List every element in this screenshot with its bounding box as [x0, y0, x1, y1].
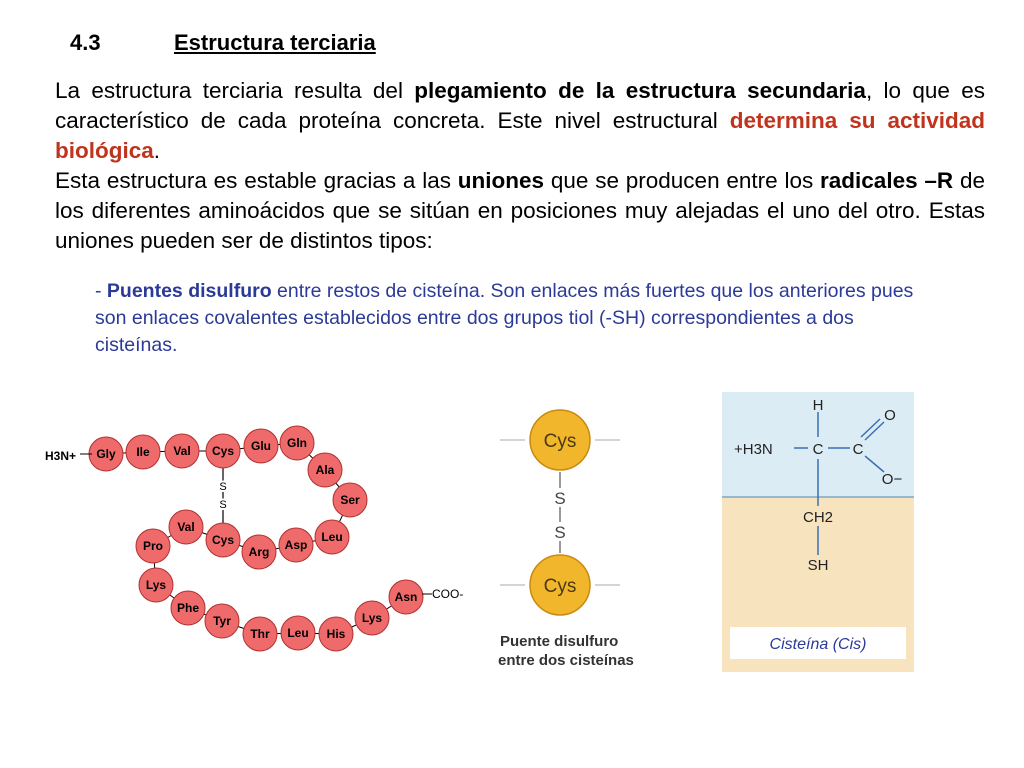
cysteine-c-carboxyl: C — [852, 441, 864, 458]
p2-bold-1: uniones — [457, 168, 545, 193]
bridge-caption-2: entre dos cisteínas — [498, 652, 634, 669]
residue-label: Phe — [176, 601, 200, 615]
bridge-s-2: S — [554, 523, 566, 542]
residue-label: Tyr — [213, 614, 231, 628]
body-text — [55, 76, 985, 256]
cysteine-c-alpha: C — [812, 441, 824, 458]
residue-label: Ala — [315, 463, 335, 477]
residue-label: Leu — [321, 530, 343, 544]
p2-text-1: Esta estructura es estable gracias a las — [55, 168, 458, 193]
residue-label: Lys — [145, 578, 167, 592]
n-terminal-label: H3N+ — [45, 449, 77, 463]
p2-text-2: que se producen entre los — [544, 168, 821, 193]
residue-label: His — [326, 627, 346, 641]
polypeptide-chain-figure — [40, 420, 480, 665]
paragraph-1 — [55, 76, 985, 166]
bridge-s-1: S — [554, 489, 566, 508]
residue-label: Val — [177, 520, 195, 534]
disulfide-s-1: S — [219, 481, 227, 493]
section-title: Estructura terciaria — [174, 30, 376, 55]
residue-label: Glu — [251, 439, 271, 453]
cysteine-amine: +H3N — [734, 441, 773, 458]
residue-label: Thr — [250, 627, 270, 641]
p1-text-2: , lo que es característico de cada proteína concreta. Este nivel estructural — [55, 78, 985, 133]
chain-residues — [89, 426, 423, 651]
residue-label: Val — [173, 444, 191, 458]
residue-label: Lys — [361, 611, 383, 625]
residue-label: Leu — [287, 626, 309, 640]
residue-label: Ser — [340, 493, 360, 507]
bullet-bold: Puentes disulfuro — [106, 280, 272, 302]
residue-label: Cys — [211, 444, 235, 458]
p2-bold-2: radicales –R — [820, 168, 954, 193]
bridge-caption-1: Puente disulfuro — [500, 633, 619, 650]
disulfide-bridge-figure — [495, 400, 695, 675]
residue-label: Gly — [96, 447, 116, 461]
residue-label: Ile — [136, 445, 150, 459]
cysteine-structure-figure — [722, 392, 914, 672]
p1-text-1: La estructura terciaria resulta del — [55, 78, 415, 103]
section-number: 4.3 — [70, 30, 101, 55]
cys-label-top: Cys — [543, 431, 577, 452]
bullet-dash: - — [95, 280, 107, 302]
disulfide-s-2: S — [219, 499, 227, 511]
cysteine-sh: SH — [807, 557, 829, 574]
cysteine-o-top: O — [884, 407, 896, 424]
residue-label: Asp — [284, 538, 308, 552]
paragraph-2 — [55, 166, 985, 256]
residue-label: Cys — [211, 533, 235, 547]
cys-label-bottom: Cys — [543, 576, 577, 597]
cysteine-ch2: CH2 — [802, 509, 834, 526]
residue-label: Pro — [142, 539, 164, 553]
p1-text-3: . — [153, 138, 161, 163]
p1-highlight: determina su actividad biológica — [55, 108, 985, 163]
cysteine-o-bottom: O− — [881, 471, 903, 488]
bullet-disulfide — [95, 278, 915, 359]
p1-bold-1: plegamiento de la estructura secundaria — [414, 78, 866, 103]
bullet-text: entre restos de cisteína. Son enlaces más fuertes que los anteriores pues son enlaces covalentes establecidos entre dos grupos tiol (-SH) correspondientes a dos cisteínas. — [95, 280, 914, 356]
cysteine-caption: Cisteína (Cis) — [769, 636, 867, 653]
residue-label: Gln — [287, 436, 307, 450]
residue-label: Arg — [248, 545, 270, 559]
cysteine-h: H — [812, 397, 824, 414]
c-terminal-label: COO- — [432, 587, 464, 601]
p2-text-3: de los diferentes aminoácidos que se sitúan en posiciones muy alejadas el uno del otro. Estas uniones pueden ser de distintos tipos: — [55, 168, 985, 253]
residue-label: Asn — [394, 590, 418, 604]
